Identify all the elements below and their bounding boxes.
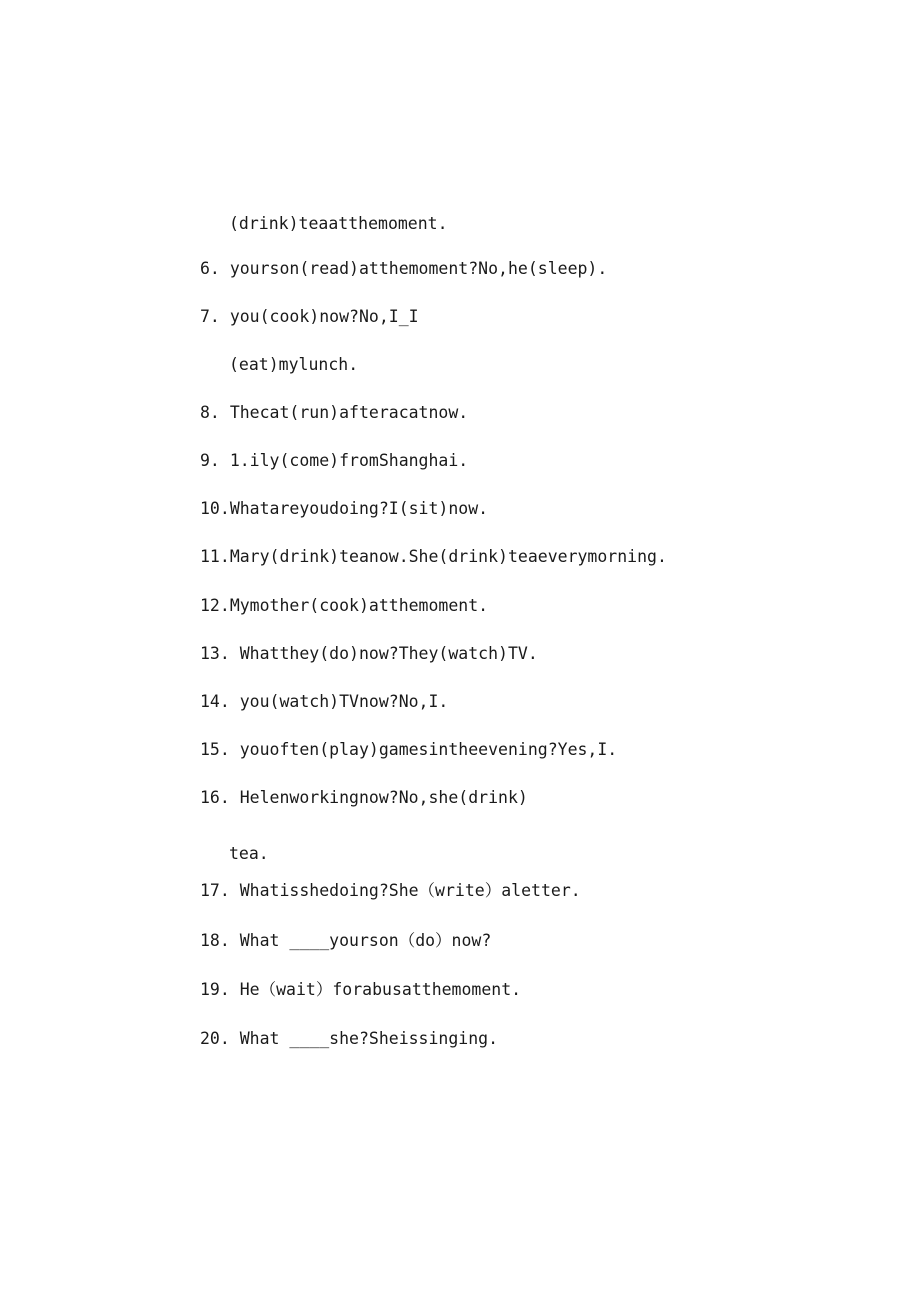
exercise-item-15	[200, 739, 617, 761]
item-number: 10.	[200, 499, 230, 518]
item-number: 16.	[200, 788, 230, 807]
item-number: 20.	[200, 1029, 230, 1048]
item-text: Helenworkingnow?No,she(drink)	[239, 788, 528, 807]
item-number: 14.	[200, 692, 230, 711]
item-number: 18.	[200, 931, 230, 950]
item-number: 15.	[200, 740, 230, 759]
item-number: 17.	[200, 881, 230, 900]
item-number: 9.	[200, 451, 220, 470]
item-text: Whatisshedoing?She（write）aletter.	[239, 881, 581, 900]
exercise-item-9	[200, 450, 468, 472]
item-text: you(watch)TVnow?No,I.	[239, 692, 449, 711]
item-text: Whatareyoudoing?I(sit)now.	[229, 499, 489, 518]
item-number: 19.	[200, 980, 230, 999]
item-text: Whatthey(do)now?They(watch)TV.	[239, 644, 538, 663]
item-text: you(cook)now?No,I_I	[229, 307, 419, 326]
exercise-item-10	[200, 498, 488, 520]
exercise-item-16	[200, 787, 528, 809]
exercise-item-20	[200, 1028, 498, 1050]
exercise-item-8	[200, 402, 468, 424]
exercise-item-7	[200, 306, 419, 328]
exercise-line-continuation: (drink)teaatthemoment.	[229, 214, 448, 233]
exercise-item-12	[200, 595, 488, 617]
item-text: Mymother(cook)atthemoment.	[229, 596, 489, 615]
exercise-item-11	[200, 546, 667, 568]
item-text: yourson(read)atthemoment?No,he(sleep).	[229, 259, 608, 278]
item-number: 7.	[200, 307, 220, 326]
item-number: 8.	[200, 403, 220, 422]
item-text: He（wait）forabusatthemoment.	[239, 980, 522, 999]
item-text: What ____yourson（do）now?	[239, 931, 492, 950]
item-number: 13.	[200, 644, 230, 663]
item-text: Thecat(run)afteracatnow.	[229, 403, 469, 422]
exercise-item-14	[200, 691, 448, 713]
item-text: 1.ily(come)fromShanghai.	[229, 451, 469, 470]
exercise-item-13	[200, 643, 538, 665]
item-text: youoften(play)gamesintheevening?Yes,I.	[239, 740, 618, 759]
exercise-item-18	[200, 930, 491, 952]
item-text: What ____she?Sheissinging.	[239, 1029, 499, 1048]
exercise-line-continuation: (eat)mylunch.	[229, 355, 359, 374]
exercise-item-6	[200, 258, 607, 280]
item-text: Mary(drink)teanow.She(drink)teaeverymorning.	[229, 547, 667, 566]
exercise-item-19	[200, 979, 521, 1001]
exercise-line-continuation: tea.	[229, 844, 269, 863]
item-number: 12.	[200, 596, 230, 615]
exercise-item-17	[200, 880, 581, 902]
item-number: 6.	[200, 259, 220, 278]
item-number: 11.	[200, 547, 230, 566]
